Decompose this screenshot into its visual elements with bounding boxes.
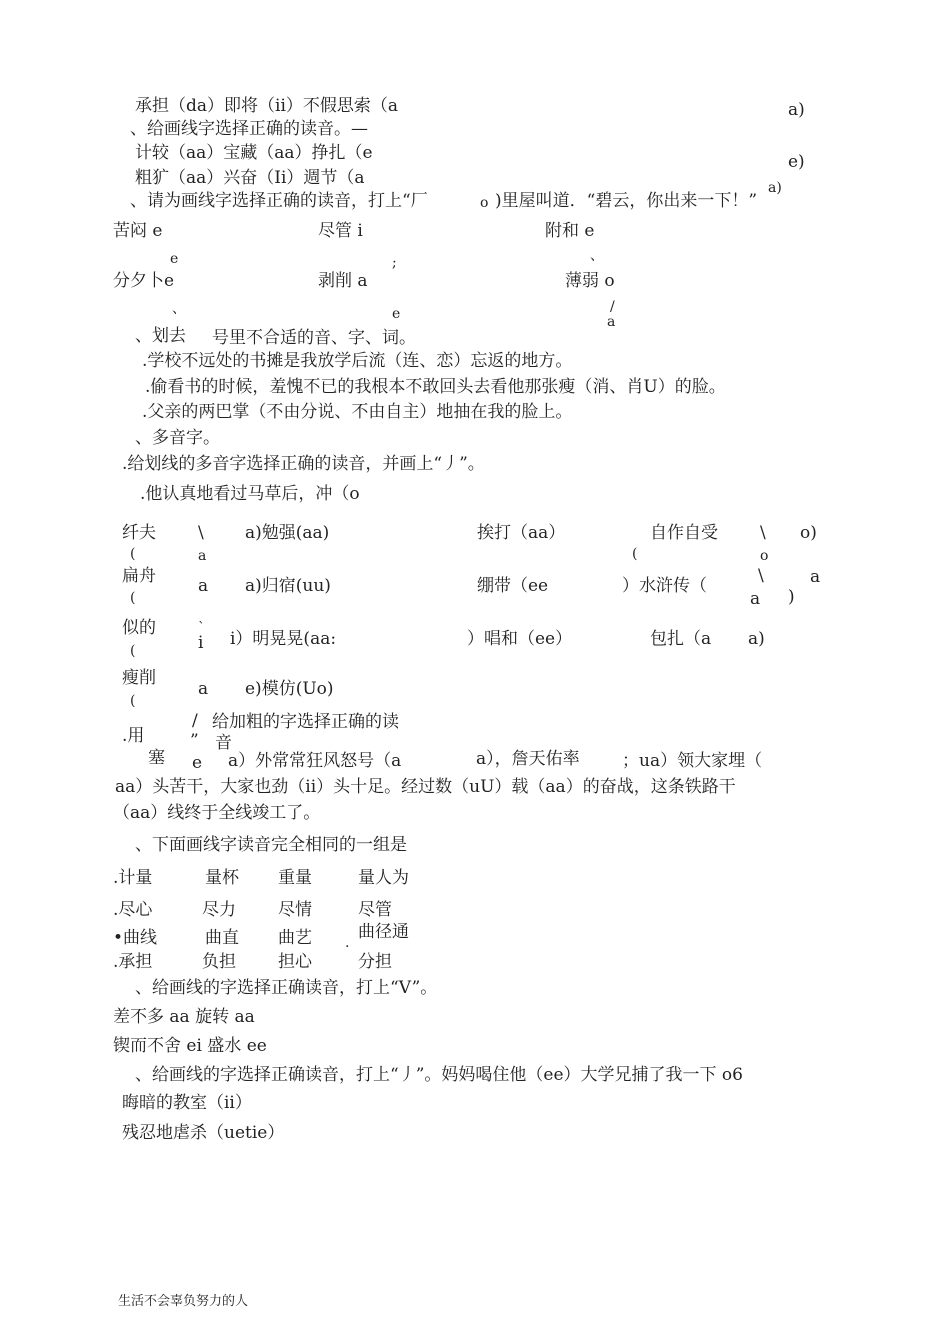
- text-line: .承担: [113, 952, 153, 972]
- text-line: a）外常常狂风怒号（a: [228, 751, 402, 771]
- text-line: )里屋叫道．“碧云，你出来一下！”: [495, 191, 758, 211]
- text-line: ”: [190, 731, 199, 751]
- text-line: 计较（aa）宝藏（aa）挣扎（e: [135, 143, 373, 163]
- text-line: o: [480, 195, 489, 211]
- text-line: \: [198, 523, 204, 543]
- text-line: o: [760, 548, 769, 564]
- text-line: 锲而不舍 ei 盛水 ee: [113, 1036, 267, 1056]
- text-line: 、给画线字选择正确的读音。—: [130, 119, 368, 139]
- text-line: a): [748, 629, 765, 649]
- text-line: ）唱和（ee）: [467, 629, 573, 649]
- text-line: 挨打（aa）: [477, 523, 566, 543]
- text-line: 似的: [122, 618, 156, 638]
- text-line: 苦闷 e: [113, 221, 163, 241]
- text-line: ）水浒传（: [622, 576, 707, 596]
- text-line: a): [768, 180, 782, 196]
- text-line: ;: [392, 255, 397, 271]
- text-line: (: [130, 643, 136, 659]
- text-line: \: [758, 566, 764, 586]
- text-line: 分担: [358, 952, 392, 972]
- text-line: a): [788, 100, 805, 120]
- text-line: 曲径通: [358, 922, 409, 942]
- text-line: 曲艺: [278, 928, 312, 948]
- text-line: 负担: [202, 952, 236, 972]
- text-line: 瘦削: [122, 668, 156, 688]
- text-line: e)模仿(Uo): [245, 679, 334, 699]
- text-line: •曲线: [113, 928, 158, 948]
- text-line: 尽力: [202, 900, 236, 920]
- text-line: 附和 e: [545, 221, 595, 241]
- text-line: 、给画线的字选择正确读音，打上“V”。: [135, 978, 438, 998]
- text-line: aa）头苦干，大家也劲（ii）头十足。经过数（uU）载（aa）的奋战，这条铁路干: [115, 777, 736, 797]
- text-line: `: [198, 620, 205, 636]
- text-line: 、划去: [135, 326, 186, 346]
- text-line: 曲直: [205, 928, 239, 948]
- text-line: (: [130, 590, 136, 606]
- text-line: .偷看书的时候，羞愧不已的我根本不敢回头去看他那张瘦（消、肖U）的脸。: [145, 377, 726, 397]
- text-line: 纤夫: [122, 523, 156, 543]
- text-line: 号里不合适的音、字、词。: [212, 328, 416, 348]
- text-line: a)勉强(aa): [245, 523, 330, 543]
- text-line: 、下面画线字读音完全相同的一组是: [135, 835, 407, 855]
- text-line: i: [198, 633, 204, 653]
- text-line: .: [345, 935, 350, 951]
- text-line: 尽管 i: [318, 221, 363, 241]
- text-line: 包扎（a: [650, 629, 712, 649]
- text-line: 残忍地虐杀（uetie）: [122, 1123, 285, 1143]
- text-line: 、: [172, 301, 186, 317]
- text-line: \: [760, 523, 766, 543]
- text-line: .学校不远处的书摊是我放学后流（连、恋）忘返的地方。: [142, 351, 573, 371]
- text-line: (: [130, 693, 136, 709]
- text-line: 量人为: [358, 868, 409, 888]
- text-line: a: [198, 576, 209, 596]
- text-line: 、多音字。: [135, 428, 220, 448]
- text-line: 绷带（ee: [477, 576, 549, 596]
- text-line: 重量: [278, 868, 312, 888]
- text-line: a），詹天佑率: [476, 749, 580, 769]
- text-line: 量杯: [205, 868, 239, 888]
- text-line: a: [198, 679, 209, 699]
- text-line: /: [192, 711, 198, 731]
- text-line: 、请为画线字选择正确的读音，打上“厂: [130, 191, 428, 211]
- text-line: .尽心: [113, 900, 153, 920]
- text-line: 担心: [278, 952, 312, 972]
- text-line: 扁舟: [122, 566, 156, 586]
- text-line: 薄弱 o: [565, 271, 615, 291]
- text-line: 承担（da）即将（ii）不假思索（a: [135, 96, 399, 116]
- text-line: 给加粗的字选择正确的读: [212, 712, 399, 732]
- text-line: /: [610, 299, 615, 315]
- text-line: a: [198, 548, 207, 564]
- text-line: 自作自受: [650, 523, 718, 543]
- text-line: （aa）线终于全线竣工了。: [113, 803, 321, 823]
- text-line: a: [810, 567, 821, 587]
- text-line: a)归宿(uu): [245, 576, 331, 596]
- text-line: 粗犷（aa）兴奋（Ii）週节（a: [135, 168, 365, 188]
- text-line: .给划线的多音字选择正确的读音，并画上“丿”。: [122, 454, 485, 474]
- text-line: 尽管: [358, 900, 392, 920]
- text-line: o): [800, 523, 817, 543]
- text-line: 差不多 aa 旋转 aa: [113, 1007, 255, 1027]
- text-line: 、: [590, 248, 604, 264]
- text-line: .他认真地看过马草后，冲（o: [140, 484, 360, 504]
- text-line: .用: [122, 726, 145, 746]
- text-line: 、给画线的字选择正确读音，打上“丿”。妈妈喝住他（ee）大学兄捕了我一下 o6: [135, 1065, 743, 1085]
- text-line: ): [788, 587, 795, 607]
- text-line: a: [607, 314, 616, 330]
- text-line: 剥削 a: [318, 271, 368, 291]
- text-line: (: [632, 546, 638, 562]
- text-line: 分夕卜e: [113, 271, 175, 291]
- text-line: 尽情: [278, 900, 312, 920]
- text-line: ；ua）领大家埋（: [622, 751, 763, 771]
- text-line: e: [192, 753, 203, 773]
- text-line: .父亲的两巴掌（不由分说、不由自主）地抽在我的脸上。: [142, 402, 573, 422]
- text-line: e: [392, 306, 401, 322]
- text-line: 晦暗的教室（ii）: [122, 1093, 252, 1113]
- text-line: 音: [215, 733, 232, 753]
- text-line: .计量: [113, 868, 153, 888]
- text-line: i）明晃晃(aa:: [230, 629, 337, 649]
- text-line: a: [750, 589, 761, 609]
- footer-motto: 生活不会辜负努力的人: [118, 1294, 249, 1309]
- text-line: 塞: [148, 748, 165, 768]
- text-line: e): [788, 152, 805, 172]
- text-line: (: [130, 546, 136, 562]
- text-line: e: [170, 251, 179, 267]
